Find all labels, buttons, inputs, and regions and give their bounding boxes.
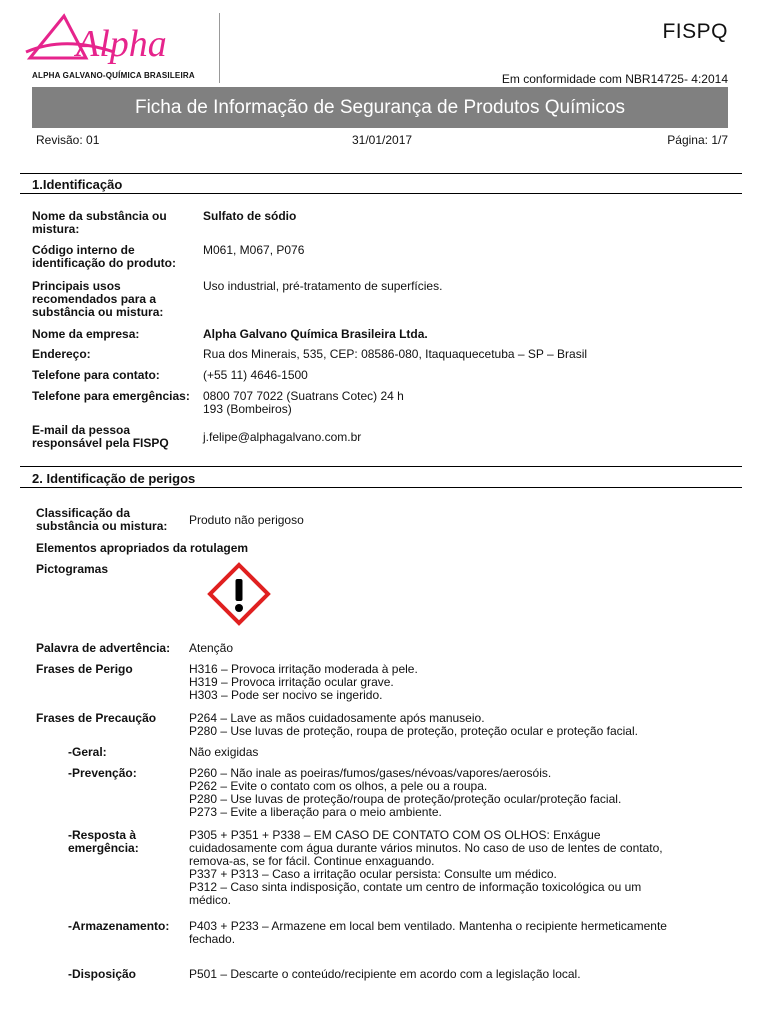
label-storage: -Armazenamento: (68, 919, 170, 933)
section-1-title: 1.Identificação (32, 177, 123, 192)
value-classification: Produto não perigoso (189, 513, 304, 527)
value-address: Rua dos Minerais, 535, CEP: 08586-080, Itaquaquecetuba – SP – Brasil (203, 347, 588, 361)
exclamation-mark-hazard-icon (207, 562, 271, 626)
label-substance-name: Nome da substância ou mistura: (32, 209, 167, 236)
company-tagline: ALPHA GALVANO-QUÍMICA BRASILEIRA (32, 71, 195, 80)
prevention-statements (189, 767, 729, 819)
response-statement: P337 + P313 – Caso a irritação ocular persista: Consulte um médico. (189, 867, 557, 881)
label-disposal: -Disposição (68, 967, 137, 981)
response-statement: médico. (189, 893, 232, 907)
label-emergency-response: -Resposta à emergência: (68, 828, 139, 855)
prevention-statement: P280 – Use luvas de proteção/roupa de proteção/proteção ocular/proteção facial. (189, 792, 622, 806)
emergency-phone-line: 0800 707 7022 (Suatrans Cotec) 24 h (203, 389, 404, 403)
label-address: Endereço: (32, 347, 91, 361)
label-classification: Classificação da substância ou mistura: (36, 506, 168, 533)
label-pictograms: Pictogramas (36, 562, 109, 576)
value-recommended-uses: Uso industrial, pré-tratamento de superfícies. (203, 279, 443, 293)
precaution-statement: P264 – Lave as mãos cuidadosamente após manuseio. (189, 711, 485, 725)
label-signal-word: Palavra de advertência: (36, 641, 171, 655)
emergency-phone-line: 193 (Bombeiros) (203, 402, 292, 416)
storage-statements (189, 920, 729, 946)
prevention-statement: P262 – Evite o contato com os olhos, a pele ou a roupa. (189, 779, 488, 793)
value-emergency-phone (203, 390, 733, 416)
section-divider (20, 173, 742, 174)
section-divider (20, 487, 742, 488)
section-divider (20, 193, 742, 194)
alpha-logo (24, 12, 204, 70)
logo-text: Alpha (76, 23, 167, 65)
label-label-elements: Elementos apropriados da rotulagem (36, 541, 249, 555)
hazard-statement: H303 – Pode ser nocivo se ingerido. (189, 688, 383, 702)
value-disposal: P501 – Descarte o conteúdo/recipiente em acordo com a legislação local. (189, 967, 581, 981)
conformity-note: Em conformidade com NBR14725- 4:2014 (501, 72, 728, 86)
value-contact-phone: (+55 11) 4646-1500 (203, 368, 308, 382)
response-statements (189, 829, 729, 907)
header-divider (219, 13, 220, 83)
section-2-title: 2. Identificação de perigos (32, 471, 196, 486)
label-responsible-email: E-mail da pessoa responsável pela FISPQ (32, 423, 169, 450)
storage-statement: P403 + P233 – Armazene em local bem ventilado. Mantenha o recipiente hermeticamente (189, 919, 667, 933)
doc-type: FISPQ (662, 20, 728, 43)
label-general: -Geral: (68, 745, 107, 759)
value-company-name: Alpha Galvano Química Brasileira Ltda. (203, 327, 428, 341)
revision-date: 31/01/2017 (352, 133, 413, 147)
label-contact-phone: Telefone para contato: (32, 368, 160, 382)
page-number: Página: 1/7 (667, 133, 728, 147)
storage-statement: fechado. (189, 932, 236, 946)
response-statement: P305 + P351 + P338 – EM CASO DE CONTATO COM OS OLHOS: Enxágue (189, 828, 601, 842)
precaution-statement: P280 – Use luvas de proteção, roupa de proteção, proteção ocular e proteção facial. (189, 724, 638, 738)
prevention-statement: P260 – Não inale as poeiras/fumos/gases/névoas/vapores/aerosóis. (189, 766, 552, 780)
label-prevention: -Prevenção: (68, 766, 137, 780)
hazard-statement: H316 – Provoca irritação moderada à pele. (189, 662, 418, 676)
label-company-name: Nome da empresa: (32, 327, 140, 341)
hazard-statement: H319 – Provoca irritação ocular grave. (189, 675, 394, 689)
prevention-statement: P273 – Evite a liberação para o meio ambiente. (189, 805, 442, 819)
value-substance-name: Sulfato de sódio (203, 209, 297, 223)
response-statement: remova-as, se for fácil. Continue enxaguando. (189, 854, 435, 868)
label-hazard-statements: Frases de Perigo (36, 662, 133, 676)
response-statement: cuidadosamente com água durante vários minutos. No caso de uso de lentes de contato, (189, 841, 663, 855)
label-precaution-statements: Frases de Precaução (36, 711, 157, 725)
section-divider (20, 466, 742, 467)
value-responsible-email: j.felipe@alphagalvano.com.br (203, 430, 362, 444)
response-statement: P312 – Caso sinta indisposição, contate um centro de informação toxicológica ou um (189, 880, 642, 894)
value-internal-code: M061, M067, P076 (203, 243, 305, 257)
label-internal-code: Código interno de identificação do produto: (32, 243, 176, 270)
revision: Revisão: 01 (36, 133, 100, 147)
label-emergency-phone: Telefone para emergências: (32, 389, 190, 403)
label-recommended-uses: Principais usos recomendados para a substância ou mistura: (32, 279, 164, 319)
banner-title: Ficha de Informação de Segurança de Produtos Químicos (32, 87, 728, 128)
precaution-statements (189, 712, 729, 738)
hazard-statements (189, 663, 729, 702)
value-signal-word: Atenção (189, 641, 234, 655)
value-general: Não exigidas (189, 745, 259, 759)
